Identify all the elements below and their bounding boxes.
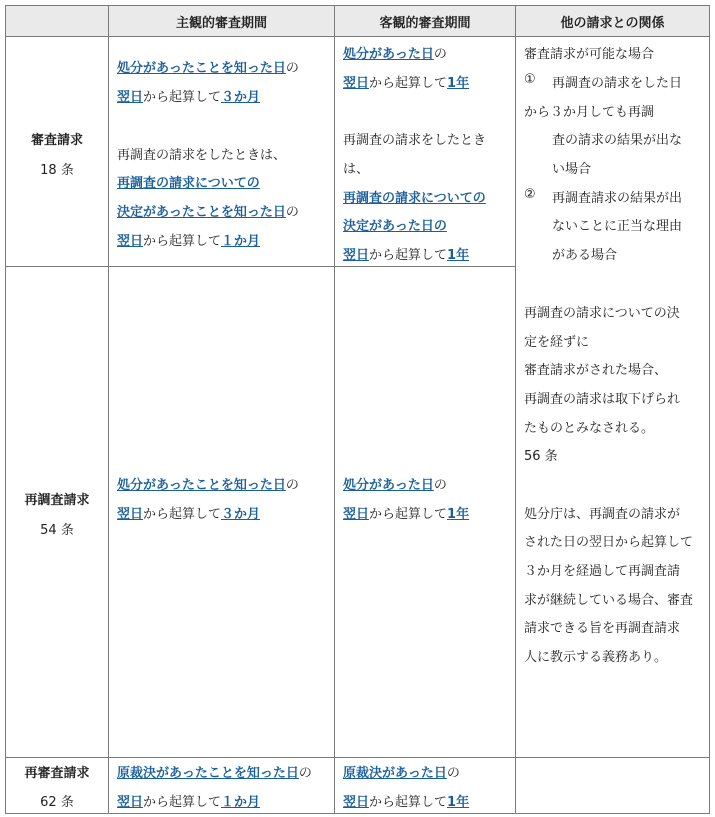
relation-item2-num: ② <box>524 187 536 202</box>
relation-item1-l4: い場合 <box>552 162 592 177</box>
row-label-shinsa <box>5 36 109 267</box>
text-saishinsa-obj-l2-mid: から起算して <box>369 795 448 810</box>
relation-item2-l2: ないことに正当な理由 <box>552 219 683 234</box>
relation-intro: 審査請求が可能な場合 <box>524 47 655 62</box>
relation-p2-l3: 審査請求がされた場合、 <box>524 363 668 378</box>
row-label-saichousa <box>5 266 109 758</box>
saichousa-subjective-cell <box>108 266 335 758</box>
relation-item2-l3: がある場合 <box>552 248 618 263</box>
relation-p2-l4: 再調査の請求は取下げられ <box>524 392 681 407</box>
row-label-saishinsa <box>5 757 109 814</box>
header-col2-label: 客観的審査期間 <box>379 15 471 31</box>
link-saichousa-subj-l1[interactable]: 処分があったことを知った日 <box>117 478 286 493</box>
row-title-shinsa: 審査請求 <box>30 133 83 148</box>
text-shinsa-subj-l6-mid: から起算して <box>143 234 222 249</box>
comparison-table <box>5 5 710 814</box>
header-col1-label: 主観的審査期間 <box>175 15 267 31</box>
link-saishinsa-subj-l2a[interactable]: 翌日 <box>117 795 144 810</box>
relation-p2-l2: 定を経ずに <box>524 335 590 350</box>
header-subjective-period <box>108 5 335 37</box>
relation-p3-l6: 人に教示する義務あり。 <box>524 650 668 665</box>
text-shinsa-obj-l1-tail: の <box>433 47 447 62</box>
relation-p3-l1: 処分庁は、再調査の請求が <box>524 507 681 522</box>
link-saishinsa-subj-l2b[interactable]: １か月 <box>221 795 261 810</box>
link-saishinsa-obj-l1[interactable]: 原裁決があった日 <box>343 766 447 781</box>
link-saishinsa-subj-l1[interactable]: 原裁決があったことを知った日 <box>117 766 299 781</box>
row-article-shinsa: 18 条 <box>40 163 74 178</box>
link-shinsa-obj-l5[interactable]: 再調査の請求についての <box>343 191 486 206</box>
header-corner <box>5 5 109 37</box>
saishinsa-relation-cell <box>515 757 710 814</box>
link-shinsa-subj-l1[interactable]: 処分があったことを知った日 <box>117 61 286 76</box>
link-saichousa-subj-l2b[interactable]: ３か月 <box>221 507 261 522</box>
header-objective-period <box>334 5 516 37</box>
link-shinsa-subj-l2a[interactable]: 翌日 <box>117 90 144 105</box>
link-shinsa-subj-l4[interactable]: 再調査の請求についての <box>117 176 260 191</box>
link-shinsa-obj-l2a[interactable]: 翌日 <box>343 76 370 91</box>
saishinsa-subjective-cell <box>108 757 335 814</box>
text-saichousa-subj-l1-tail: の <box>285 478 299 493</box>
link-shinsa-obj-l2b[interactable]: 1年 <box>447 76 470 91</box>
saishinsa-objective-cell <box>334 757 516 814</box>
relation-p3-l3: ３か月を経過して再調査請 <box>524 564 681 579</box>
link-shinsa-obj-l7b[interactable]: 1年 <box>447 248 470 263</box>
header-col3-label: 他の請求との関係 <box>560 15 665 31</box>
link-shinsa-subj-l6b[interactable]: １か月 <box>221 234 261 249</box>
link-saichousa-obj-l2a[interactable]: 翌日 <box>343 507 370 522</box>
relation-p2-l6: 56 条 <box>524 449 558 464</box>
saichousa-objective-cell <box>334 266 516 758</box>
relation-p3-l2: された日の翌日から起算して <box>524 535 694 550</box>
relation-item1-num: ① <box>524 72 536 87</box>
link-shinsa-subj-l5[interactable]: 決定があったことを知った日 <box>117 205 286 220</box>
text-shinsa-subj-l3: 再調査の請求をしたときは、 <box>117 148 287 163</box>
header-relation <box>515 5 710 37</box>
text-saichousa-subj-l2-mid: から起算して <box>143 507 222 522</box>
text-shinsa-subj-l1-tail: の <box>285 61 299 76</box>
text-shinsa-subj-l2-mid: から起算して <box>143 90 222 105</box>
text-saishinsa-subj-l1-tail: の <box>298 766 312 781</box>
relation-p2-l5: たものとみなされる。 <box>524 421 655 436</box>
relation-p3-l4: 求が継続している場合、審査 <box>524 593 694 608</box>
text-shinsa-obj-l7-mid: から起算して <box>369 248 448 263</box>
row-article-saishinsa: 62 条 <box>40 795 74 810</box>
row-title-saishinsa: 再審査請求 <box>24 766 90 781</box>
link-saichousa-obj-l2b[interactable]: 1年 <box>447 507 470 522</box>
link-saichousa-subj-l2a[interactable]: 翌日 <box>117 507 144 522</box>
relation-item2-l1: 再調査請求の結果が出 <box>552 191 683 206</box>
text-saichousa-obj-l1-tail: の <box>433 478 447 493</box>
link-saichousa-obj-l1[interactable]: 処分があった日 <box>343 478 434 493</box>
link-saishinsa-obj-l2a[interactable]: 翌日 <box>343 795 370 810</box>
relation-p3-l5: 請求できる旨を再調査請求 <box>524 621 681 636</box>
relation-item1-l1: 再調査の請求をした日 <box>552 76 683 91</box>
text-shinsa-obj-l3: 再調査の請求をしたとき <box>343 133 487 148</box>
text-shinsa-obj-l4: は、 <box>343 162 370 177</box>
text-saishinsa-obj-l1-tail: の <box>446 766 460 781</box>
relation-p2-l1: 再調査の請求についての決 <box>524 306 680 321</box>
link-shinsa-subj-l2b[interactable]: ３か月 <box>221 90 261 105</box>
row-title-saichousa: 再調査請求 <box>24 493 90 508</box>
relation-item1-l3: 査の請求の結果が出な <box>552 133 683 148</box>
link-shinsa-subj-l6a[interactable]: 翌日 <box>117 234 144 249</box>
link-shinsa-obj-l6[interactable]: 決定があった日の <box>343 219 447 234</box>
text-saishinsa-subj-l2-mid: から起算して <box>143 795 222 810</box>
link-saishinsa-obj-l2b[interactable]: 1年 <box>447 795 470 810</box>
relation-cell <box>515 36 710 758</box>
row-article-saichousa: 54 条 <box>40 523 74 538</box>
text-shinsa-subj-l5-tail: の <box>285 205 299 220</box>
shinsa-objective-cell <box>334 36 516 267</box>
relation-item1-l2: から３か月しても再調 <box>524 105 655 120</box>
shinsa-subjective-cell <box>108 36 335 267</box>
text-shinsa-obj-l2-mid: から起算して <box>369 76 448 91</box>
text-saichousa-obj-l2-mid: から起算して <box>369 507 448 522</box>
link-shinsa-obj-l1[interactable]: 処分があった日 <box>343 47 434 62</box>
link-shinsa-obj-l7a[interactable]: 翌日 <box>343 248 370 263</box>
